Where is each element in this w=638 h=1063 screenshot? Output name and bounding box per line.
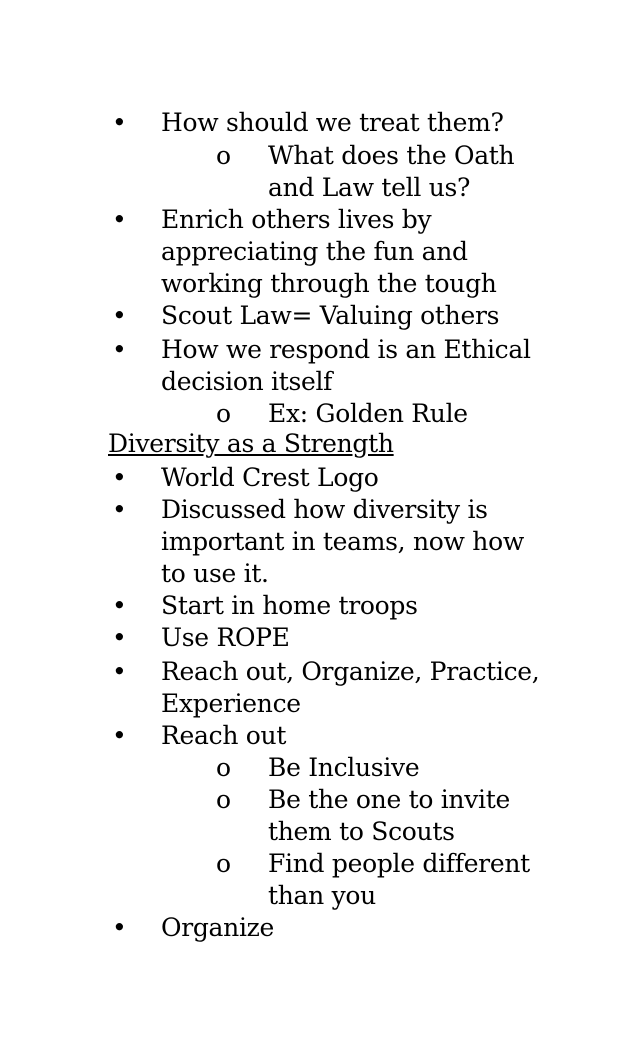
list-item-rope-steps-cont: Experience xyxy=(161,689,301,718)
sub-bullet-marker: o xyxy=(216,785,231,814)
list-item-reach-out: Reach out xyxy=(161,721,287,750)
bullet-marker: • xyxy=(112,657,127,686)
list-item-enrich-cont: appreciating the fun and xyxy=(161,237,468,266)
list-item-scout-law: Scout Law= Valuing others xyxy=(161,301,500,330)
bullet-marker: • xyxy=(112,463,127,492)
list-item-ethical: How we respond is an Ethical xyxy=(161,335,531,364)
list-item-treat-them: How should we treat them? xyxy=(161,108,504,137)
bullet-marker: • xyxy=(112,495,127,524)
sub-bullet-marker: o xyxy=(216,399,231,428)
sub-item-oath-law-cont: and Law tell us? xyxy=(268,173,471,202)
list-item-diversity-cont: important in teams, now how xyxy=(161,527,524,556)
list-item-home-troops: Start in home troops xyxy=(161,591,418,620)
sub-item-inclusive: Be Inclusive xyxy=(268,753,420,782)
bullet-marker: • xyxy=(112,108,127,137)
list-item-enrich: Enrich others lives by xyxy=(161,205,432,234)
bullet-marker: • xyxy=(112,205,127,234)
sub-item-invite-cont: them to Scouts xyxy=(268,817,455,846)
sub-bullet-marker: o xyxy=(216,849,231,878)
list-item-diversity-cont: to use it. xyxy=(161,559,269,588)
sub-item-golden-rule: Ex: Golden Rule xyxy=(268,399,468,428)
sub-bullet-marker: o xyxy=(216,753,231,782)
bullet-marker: • xyxy=(112,721,127,750)
list-item-rope: Use ROPE xyxy=(161,623,290,652)
bullet-marker: • xyxy=(112,913,127,942)
bullet-marker: • xyxy=(112,301,127,330)
sub-item-different-cont: than you xyxy=(268,881,376,910)
bullet-marker: • xyxy=(112,335,127,364)
list-item-world-crest: World Crest Logo xyxy=(161,463,379,492)
bullet-marker: • xyxy=(112,623,127,652)
list-item-organize: Organize xyxy=(161,913,275,942)
sub-bullet-marker: o xyxy=(216,141,231,170)
sub-item-different: Find people different xyxy=(268,849,530,878)
list-item-ethical-cont: decision itself xyxy=(161,367,333,396)
list-item-enrich-cont: working through the tough xyxy=(161,269,497,298)
bullet-marker: • xyxy=(112,591,127,620)
section-heading: Diversity as a Strength xyxy=(108,429,394,458)
list-item-rope-steps: Reach out, Organize, Practice, xyxy=(161,657,540,686)
sub-item-invite: Be the one to invite xyxy=(268,785,510,814)
list-item-diversity: Discussed how diversity is xyxy=(161,495,488,524)
sub-item-oath-law: What does the Oath xyxy=(268,141,515,170)
